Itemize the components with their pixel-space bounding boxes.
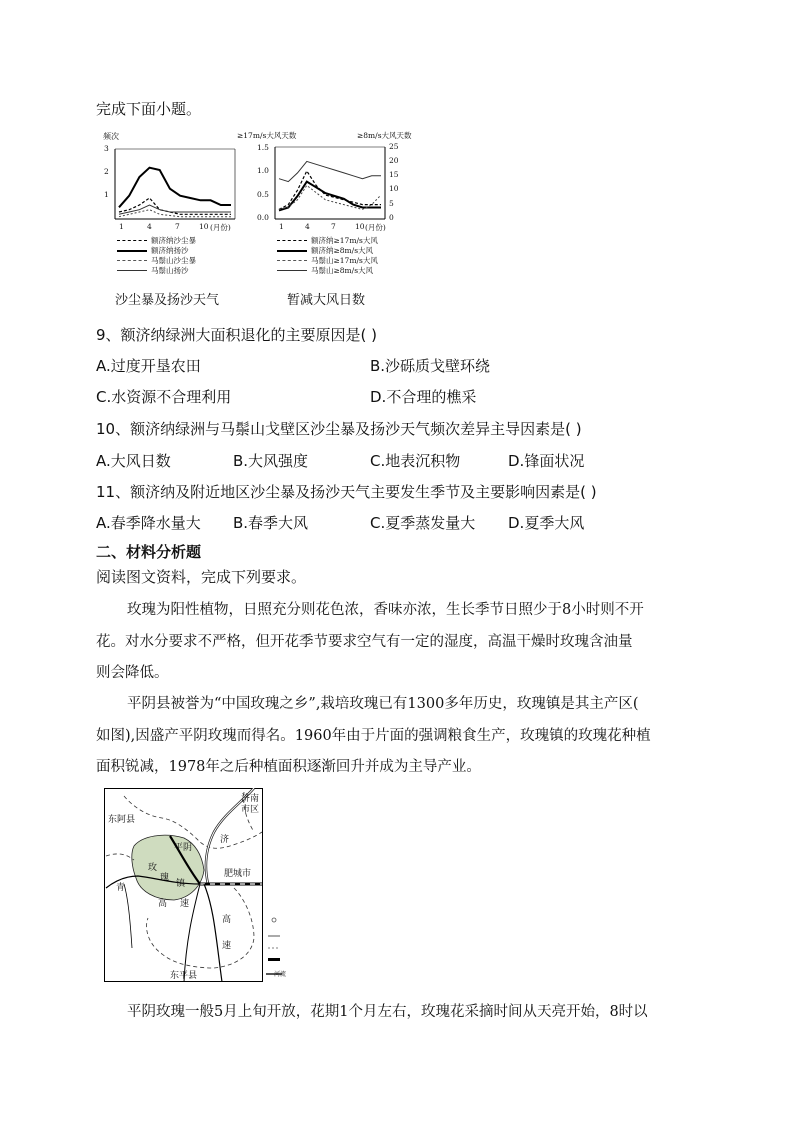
rose-town-map bbox=[104, 788, 286, 982]
question-11-option[interactable]: C.夏季蒸发量大 bbox=[370, 514, 476, 532]
map-label-gui: 瑰 bbox=[160, 873, 170, 883]
legend1-line-thin-dashed bbox=[117, 260, 147, 261]
chart1-ytick: 3 bbox=[104, 144, 109, 153]
chart2-ytick-right: 10 bbox=[389, 184, 399, 193]
chart1-xunit: (月份) bbox=[210, 223, 231, 232]
map-label-feicheng: 肥城市 bbox=[224, 869, 252, 879]
legend1-label: 额济纳沙尘暴 bbox=[151, 236, 196, 245]
chart2-ylabel-left: ≥17m/s大风天数 bbox=[237, 131, 297, 140]
question-10-option[interactable]: C.地表沉积物 bbox=[370, 452, 461, 470]
chart1-xtick: 10 bbox=[199, 222, 209, 231]
legend2-line-dashed bbox=[277, 240, 307, 241]
chart2-xtick: 7 bbox=[331, 222, 336, 231]
chart2-xtick: 10 bbox=[355, 222, 365, 231]
paragraph-line: 玫瑰为阳性植物，日照充分则花色浓，香味亦浓，生长季节日照少于8小时则不开 bbox=[127, 602, 644, 618]
map-label-donga: 东阿县 bbox=[108, 815, 136, 825]
section-instruction: 阅读图文资料，完成下列要求。 bbox=[96, 568, 307, 586]
question-11-option[interactable]: A.春季降水量大 bbox=[96, 514, 201, 532]
question-9-option[interactable]: C.水资源不合理利用 bbox=[96, 388, 232, 406]
chart2-xtick: 1 bbox=[279, 222, 284, 231]
chart1-ylabel: 频次 bbox=[103, 132, 119, 141]
map-legend-river-label: 河流 bbox=[274, 971, 287, 978]
chart2-ytick-right: 25 bbox=[389, 142, 399, 151]
legend1-label: 马鬃山沙尘暴 bbox=[151, 256, 196, 265]
question-10-stem: 10、额济纳绿洲与马鬃山戈壁区沙尘暴及扬沙天气频次差异主导因素是( ) bbox=[96, 420, 582, 438]
paragraph-line: 如图),因盛产平阴玫瑰而得名。1960年由于片面的强调粮食生产，玫瑰镇的玫瑰花种植 bbox=[96, 728, 651, 744]
series-line-3 bbox=[279, 185, 381, 209]
legend2-line-thin bbox=[277, 270, 307, 271]
question-9-option[interactable]: D.不合理的樵采 bbox=[370, 388, 477, 406]
question-10-option[interactable]: D.锋面状况 bbox=[508, 452, 585, 470]
legend1-label: 马鬃山扬沙 bbox=[151, 266, 189, 275]
legend1-line-bold bbox=[117, 250, 147, 252]
paragraph-line: 平阴玫瑰一般5月上旬开放，花期1个月左右，玫瑰花采摘时间从天亮开始，8时以 bbox=[127, 1004, 648, 1020]
series-line-4 bbox=[279, 161, 381, 181]
chart2-ytick-right: 15 bbox=[389, 170, 399, 179]
legend1-line-thin bbox=[117, 270, 147, 271]
map-label-qing: 青 bbox=[116, 883, 126, 893]
intro-text: 完成下面小题。 bbox=[96, 100, 202, 118]
map-label-jinan-urban: 市区 bbox=[241, 805, 260, 815]
question-10-option[interactable]: B.大风强度 bbox=[233, 452, 309, 470]
map-label-jinan: 济南 bbox=[241, 794, 260, 804]
legend1-line-dashed bbox=[117, 240, 147, 241]
map-label-ji: 济 bbox=[220, 835, 230, 845]
chart1-ytick: 2 bbox=[104, 167, 109, 176]
legend2-label: 马鬃山≥8m/s大风 bbox=[311, 266, 374, 275]
chart2-ytick-right: 5 bbox=[389, 199, 394, 208]
chart1-ytick: 1 bbox=[104, 190, 109, 199]
question-11-option[interactable]: B.春季大风 bbox=[233, 514, 309, 532]
question-11-stem: 11、额济纳及附近地区沙尘暴及扬沙天气主要发生季节及主要影响因素是( ) bbox=[96, 483, 597, 501]
legend2-label: 额济纳≥17m/s大风 bbox=[311, 236, 378, 245]
legend2-line-bold bbox=[277, 250, 307, 252]
chart2-ylabel-right: ≥8m/s大风天数 bbox=[357, 131, 412, 140]
paragraph-line: 花。对水分要求不严格，但开花季节要求空气有一定的湿度，高温干燥时玫瑰含油量 bbox=[96, 634, 633, 650]
map-label-dongping: 东平县 bbox=[170, 971, 198, 981]
map-label-zhen: 镇 bbox=[176, 879, 186, 889]
legend2-line-thin-dashed bbox=[277, 260, 307, 261]
paragraph-line: 则会降低。 bbox=[96, 665, 169, 681]
question-9-stem: 9、额济纳绿洲大面积退化的主要原因是( ) bbox=[96, 326, 378, 344]
map-label-mei: 玫 bbox=[148, 863, 158, 873]
legend-town-symbol bbox=[272, 918, 276, 922]
legend-railway-symbol bbox=[268, 958, 280, 961]
chart2-xtick: 4 bbox=[305, 222, 310, 231]
chart1-xtick: 7 bbox=[175, 222, 180, 231]
figure-caption-right: 暂减大风日数 bbox=[287, 293, 366, 308]
chart2-ytick-left: 0.0 bbox=[257, 213, 269, 222]
figure-caption-left: 沙尘暴及扬沙天气 bbox=[115, 293, 220, 308]
question-11-option[interactable]: D.夏季大风 bbox=[508, 514, 585, 532]
paragraph-line: 平阴县被誉为“中国玫瑰之乡”,栽培玫瑰已有1300多年历史，玫瑰镇是其主产区( bbox=[127, 696, 639, 712]
chart2-ytick-left: 1.0 bbox=[257, 166, 269, 175]
map-label-gao: 高 bbox=[222, 915, 232, 925]
chart1-xtick: 4 bbox=[147, 222, 152, 231]
section-heading: 二、材料分析题 bbox=[96, 543, 202, 561]
series-line-2 bbox=[119, 168, 231, 208]
legend2-label: 马鬃山≥17m/s大风 bbox=[311, 256, 378, 265]
paragraph-line: 面积锐减，1978年之后种植面积逐渐回升并成为主导产业。 bbox=[96, 759, 481, 775]
question-9-option[interactable]: A.过度开垦农田 bbox=[96, 357, 201, 375]
map-label-gao: 高 bbox=[158, 899, 168, 909]
map-label-su: 速 bbox=[222, 941, 232, 951]
chart2-ytick-right: 20 bbox=[389, 156, 399, 165]
chart1-xtick: 1 bbox=[119, 222, 124, 231]
chart2-xunit: (月份) bbox=[365, 223, 386, 232]
legend1-label: 额济纳扬沙 bbox=[151, 246, 189, 255]
question-9-option[interactable]: B.沙砾质戈壁环绕 bbox=[370, 357, 491, 375]
map-label-su: 速 bbox=[180, 899, 190, 909]
figure-charts bbox=[95, 127, 425, 312]
chart2-ytick-right: 0 bbox=[389, 213, 394, 222]
series-line-1 bbox=[279, 171, 381, 209]
chart2-ytick-left: 0.5 bbox=[257, 190, 269, 199]
chart2-ytick-left: 1.5 bbox=[257, 143, 269, 152]
legend2-label: 额济纳≥8m/s大风 bbox=[311, 246, 374, 255]
map-label-pingyin: 平阴 bbox=[174, 843, 193, 853]
question-10-option[interactable]: A.大风日数 bbox=[96, 452, 171, 470]
